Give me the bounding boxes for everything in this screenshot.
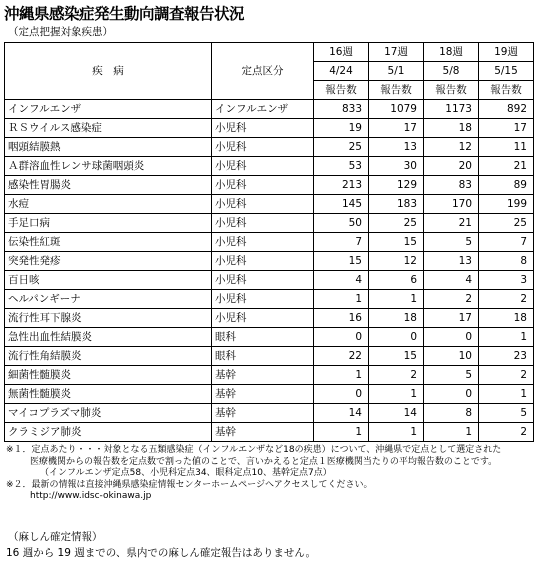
disease-name: 流行性耳下腺炎 [5, 309, 212, 328]
sentinel-category: 小児科 [212, 214, 314, 233]
disease-name: 手足口病 [5, 214, 212, 233]
report-count: 5 [424, 233, 479, 252]
disease-name: 感染性胃腸炎 [5, 176, 212, 195]
table-row [5, 328, 534, 347]
report-count: 833 [314, 100, 369, 119]
report-count: 17 [479, 119, 534, 138]
report-count: 3 [479, 271, 534, 290]
footnote-2-line-1: ※２．最新の情報は直接沖縄県感染症情報センターホームページへアクセスしてください。 [6, 479, 373, 490]
report-count: 6 [369, 271, 424, 290]
report-count: 12 [424, 138, 479, 157]
disease-name: 急性出血性結膜炎 [5, 328, 212, 347]
report-count: 16 [314, 309, 369, 328]
report-count: 199 [479, 195, 534, 214]
disease-name: インフルエンザ [5, 100, 212, 119]
report-count: 2 [424, 290, 479, 309]
report-count: 2 [479, 366, 534, 385]
report-count: 1173 [424, 100, 479, 119]
report-count: 19 [314, 119, 369, 138]
header-date: 5/15 [479, 62, 534, 81]
table-row [5, 138, 534, 157]
report-count: 12 [369, 252, 424, 271]
disease-name: 水痘 [5, 195, 212, 214]
disease-name: 流行性角結膜炎 [5, 347, 212, 366]
report-count: 2 [369, 366, 424, 385]
table-row [5, 385, 534, 404]
report-count: 53 [314, 157, 369, 176]
report-count: 1 [369, 385, 424, 404]
sentinel-category: インフルエンザ [212, 100, 314, 119]
surveillance-table [4, 42, 534, 442]
report-count: 170 [424, 195, 479, 214]
sentinel-category: 小児科 [212, 138, 314, 157]
disease-name: 突発性発疹 [5, 252, 212, 271]
report-count: 0 [314, 385, 369, 404]
table-row [5, 119, 534, 138]
table-row [5, 309, 534, 328]
report-count: 5 [479, 404, 534, 423]
report-count: 18 [479, 309, 534, 328]
table-row [5, 347, 534, 366]
report-count: 18 [424, 119, 479, 138]
report-count: 83 [424, 176, 479, 195]
footnote-2-url: http://www.idsc-okinawa.jp [30, 491, 152, 501]
sentinel-category: 小児科 [212, 233, 314, 252]
header-week: 19週 [479, 43, 534, 62]
report-count: 14 [314, 404, 369, 423]
header-count-label: 報告数 [314, 81, 369, 100]
table-row [5, 214, 534, 233]
header-date: 5/8 [424, 62, 479, 81]
table-row [5, 290, 534, 309]
table-row [5, 404, 534, 423]
report-count: 18 [369, 309, 424, 328]
report-count: 20 [424, 157, 479, 176]
disease-name: Ａ群溶血性レンサ球菌咽頭炎 [5, 157, 212, 176]
table-row [5, 176, 534, 195]
report-count: 23 [479, 347, 534, 366]
report-count: 129 [369, 176, 424, 195]
report-count: 25 [314, 138, 369, 157]
header-row-weeks [5, 43, 534, 62]
table-row [5, 252, 534, 271]
header-count-label: 報告数 [369, 81, 424, 100]
footnote-1-line-1: ※１．定点あたり・・・対象となる五類感染症（インフルエンザなど18の疾患）について、沖縄県で定点として選定された [6, 445, 502, 455]
sentinel-category: 小児科 [212, 119, 314, 138]
report-count: 22 [314, 347, 369, 366]
header-count-label: 報告数 [479, 81, 534, 100]
table-row [5, 366, 534, 385]
sentinel-category: 小児科 [212, 271, 314, 290]
sentinel-category: 小児科 [212, 309, 314, 328]
report-count: 13 [369, 138, 424, 157]
report-count: 1 [479, 328, 534, 347]
header-date: 5/1 [369, 62, 424, 81]
sentinel-category: 基幹 [212, 404, 314, 423]
sentinel-category: 小児科 [212, 252, 314, 271]
report-count: 13 [424, 252, 479, 271]
report-count: 1 [424, 423, 479, 442]
report-count: 25 [479, 214, 534, 233]
page-title: 沖縄県感染症発生動向調査報告状況 [4, 5, 245, 23]
disease-name: 百日咳 [5, 271, 212, 290]
sentinel-category: 小児科 [212, 290, 314, 309]
table-row [5, 271, 534, 290]
report-count: 15 [369, 233, 424, 252]
disease-name: 伝染性紅斑 [5, 233, 212, 252]
table-row [5, 195, 534, 214]
sentinel-category: 眼科 [212, 347, 314, 366]
report-count: 15 [369, 347, 424, 366]
page-subtitle: （定点把握対象疾患） [8, 26, 113, 38]
table-row [5, 157, 534, 176]
report-count: 4 [314, 271, 369, 290]
table-row [5, 100, 534, 119]
disease-name: クラミジア肺炎 [5, 423, 212, 442]
report-count: 7 [479, 233, 534, 252]
report-count: 50 [314, 214, 369, 233]
report-count: 1 [369, 423, 424, 442]
sentinel-category: 基幹 [212, 423, 314, 442]
sentinel-category: 小児科 [212, 157, 314, 176]
report-count: 10 [424, 347, 479, 366]
header-week: 18週 [424, 43, 479, 62]
sentinel-category: 小児科 [212, 176, 314, 195]
report-count: 145 [314, 195, 369, 214]
report-count: 0 [369, 328, 424, 347]
report-count: 2 [479, 290, 534, 309]
table-body [5, 100, 534, 442]
footnote-1-line-3: （インフルエンザ定点58、小児科定点34、眼科定点10、基幹定点7点） [40, 468, 332, 478]
report-count: 14 [369, 404, 424, 423]
footnotes [6, 445, 536, 503]
disease-name: 細菌性髄膜炎 [5, 366, 212, 385]
report-count: 11 [479, 138, 534, 157]
disease-name: 咽頭結膜熱 [5, 138, 212, 157]
report-count: 1079 [369, 100, 424, 119]
report-count: 213 [314, 176, 369, 195]
report-count: 0 [314, 328, 369, 347]
report-count: 1 [314, 366, 369, 385]
disease-name: ＲＳウイルス感染症 [5, 119, 212, 138]
header-count-label: 報告数 [424, 81, 479, 100]
header-week: 16週 [314, 43, 369, 62]
report-count: 8 [424, 404, 479, 423]
report-count: 4 [424, 271, 479, 290]
report-count: 5 [424, 366, 479, 385]
report-count: 1 [314, 423, 369, 442]
disease-name: 無菌性髄膜炎 [5, 385, 212, 404]
report-count: 25 [369, 214, 424, 233]
report-count: 15 [314, 252, 369, 271]
header-week: 17週 [369, 43, 424, 62]
sentinel-category: 基幹 [212, 366, 314, 385]
report-count: 2 [479, 423, 534, 442]
report-count: 1 [314, 290, 369, 309]
disease-name: ヘルパンギーナ [5, 290, 212, 309]
report-count: 17 [369, 119, 424, 138]
report-count: 30 [369, 157, 424, 176]
report-count: 1 [369, 290, 424, 309]
measles-statement: 16 週から 19 週までの、県内での麻しん確定報告はありません。 [6, 547, 316, 559]
header-date: 4/24 [314, 62, 369, 81]
report-count: 7 [314, 233, 369, 252]
sentinel-category: 小児科 [212, 195, 314, 214]
report-count: 0 [424, 385, 479, 404]
report-count: 892 [479, 100, 534, 119]
disease-name: マイコプラズマ肺炎 [5, 404, 212, 423]
report-count: 8 [479, 252, 534, 271]
table-row [5, 233, 534, 252]
table-row [5, 423, 534, 442]
report-count: 183 [369, 195, 424, 214]
header-category: 定点区分 [212, 43, 314, 100]
report-count: 21 [424, 214, 479, 233]
sentinel-category: 眼科 [212, 328, 314, 347]
sentinel-category: 基幹 [212, 385, 314, 404]
measles-heading: （麻しん確定情報） [8, 531, 103, 543]
header-disease: 疾 病 [5, 43, 212, 100]
footnote-1-line-2: 医療機関からの報告数を定点数で割った値のことで、言いかえると定点１医療機関当たりの平均報告数のことです。 [30, 456, 498, 467]
report-count: 0 [424, 328, 479, 347]
report-count: 17 [424, 309, 479, 328]
report-count: 1 [479, 385, 534, 404]
report-count: 89 [479, 176, 534, 195]
report-count: 21 [479, 157, 534, 176]
